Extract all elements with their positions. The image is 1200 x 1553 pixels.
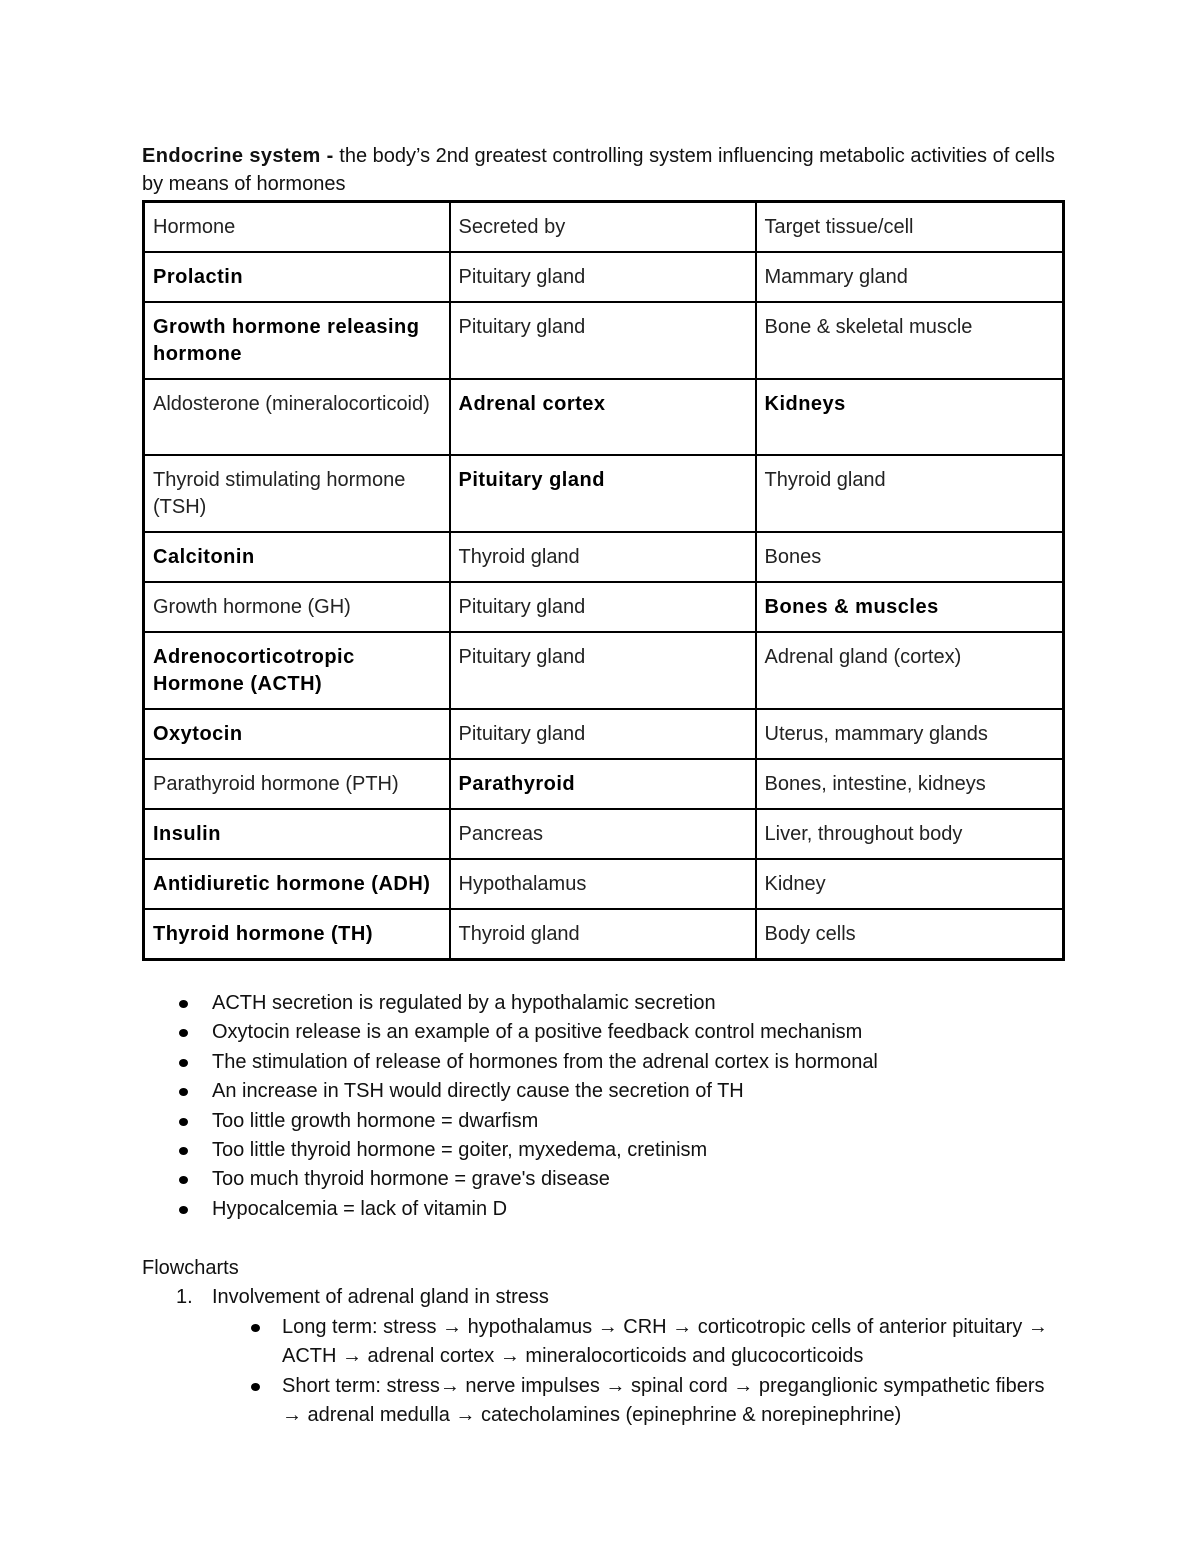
hormone-table: [142, 200, 1065, 961]
cell-target: Bone & skeletal muscle: [756, 302, 1064, 379]
cell-secreted-by: Pituitary gland: [450, 709, 756, 759]
table-header-row: [144, 202, 1064, 253]
cell-target: Bones: [756, 532, 1064, 582]
cell-hormone: Thyroid hormone (TH): [144, 909, 450, 960]
cell-hormone: Aldosterone (mineralocorticoid): [144, 379, 450, 455]
table-row: [144, 379, 1064, 455]
list-item: Too little thyroid hormone = goiter, myxedema, cretinism: [142, 1136, 1062, 1165]
header-secreted-by: Secreted by: [450, 202, 756, 253]
cell-secreted-by: Thyroid gland: [450, 909, 756, 960]
table-row: [144, 252, 1064, 302]
cell-hormone: Adrenocorticotropic Hormone (ACTH): [144, 632, 450, 709]
list-item: ACTH secretion is regulated by a hypothalamic secretion: [142, 989, 1062, 1018]
list-item: Too much thyroid hormone = grave's disease: [142, 1165, 1062, 1194]
cell-secreted-by: Parathyroid: [450, 759, 756, 809]
cell-target: Uterus, mammary glands: [756, 709, 1064, 759]
list-item: An increase in TSH would directly cause the secretion of TH: [142, 1077, 1062, 1106]
cell-secreted-by: Adrenal cortex: [450, 379, 756, 455]
table-row: [144, 809, 1064, 859]
cell-target: Mammary gland: [756, 252, 1064, 302]
list-item: Oxytocin release is an example of a positive feedback control mechanism: [142, 1018, 1062, 1047]
cell-target: Body cells: [756, 909, 1064, 960]
cell-secreted-by: Pancreas: [450, 809, 756, 859]
cell-hormone: Insulin: [144, 809, 450, 859]
flowcharts-heading: Flowcharts: [142, 1257, 239, 1280]
list-item: Hypocalcemia = lack of vitamin D: [142, 1195, 1062, 1224]
table-row: [144, 709, 1064, 759]
cell-target: Adrenal gland (cortex): [756, 632, 1064, 709]
cell-target: Thyroid gland: [756, 455, 1064, 532]
list-item: Short term: stress→ nerve impulses → spinal cord → preganglionic sympathetic fibers → adrenal medulla → catecholamines (epinephrine & norepinephrine): [212, 1372, 1062, 1431]
flowchart-steps: [212, 1313, 1062, 1431]
cell-target: Liver, throughout body: [756, 809, 1064, 859]
cell-target: Kidney: [756, 859, 1064, 909]
table-row: [144, 582, 1064, 632]
list-item: Too little growth hormone = dwarfism: [142, 1107, 1062, 1136]
flowcharts-list: [142, 1283, 1062, 1431]
table-row: [144, 859, 1064, 909]
document-page: [142, 142, 1062, 1431]
table-row: [144, 632, 1064, 709]
flowchart-item: [142, 1283, 1062, 1431]
cell-hormone: Thyroid stimulating hormone (TSH): [144, 455, 450, 532]
intro-term: Endocrine system -: [142, 145, 334, 167]
intro-paragraph: [142, 142, 1062, 198]
cell-secreted-by: Pituitary gland: [450, 632, 756, 709]
header-target: Target tissue/cell: [756, 202, 1064, 253]
cell-hormone: Oxytocin: [144, 709, 450, 759]
header-hormone: Hormone: [144, 202, 450, 253]
cell-secreted-by: Pituitary gland: [450, 455, 756, 532]
cell-hormone: Calcitonin: [144, 532, 450, 582]
list-item: The stimulation of release of hormones from the adrenal cortex is hormonal: [142, 1048, 1062, 1077]
cell-secreted-by: Pituitary gland: [450, 252, 756, 302]
flowchart-number: 1.: [176, 1286, 193, 1309]
table-row: [144, 302, 1064, 379]
cell-hormone: Antidiuretic hormone (ADH): [144, 859, 450, 909]
facts-list: [142, 989, 1062, 1224]
table-row: [144, 455, 1064, 532]
cell-target: Bones, intestine, kidneys: [756, 759, 1064, 809]
cell-hormone: Growth hormone (GH): [144, 582, 450, 632]
cell-target: Kidneys: [756, 379, 1064, 455]
cell-secreted-by: Thyroid gland: [450, 532, 756, 582]
table-row: [144, 532, 1064, 582]
intro-definition: the body’s 2nd greatest controlling system influencing metabolic activities of cells by means of hormones: [142, 145, 1055, 195]
cell-hormone: Prolactin: [144, 252, 450, 302]
cell-secreted-by: Hypothalamus: [450, 859, 756, 909]
list-item: Long term: stress → hypothalamus → CRH → corticotropic cells of anterior pituitary → ACTH → adrenal cortex → mineralocorticoids and glucocorticoids: [212, 1313, 1062, 1372]
cell-secreted-by: Pituitary gland: [450, 302, 756, 379]
table-row: [144, 909, 1064, 960]
cell-hormone: Parathyroid hormone (PTH): [144, 759, 450, 809]
cell-hormone: Growth hormone releasing hormone: [144, 302, 450, 379]
table-row: [144, 759, 1064, 809]
flowchart-label: Involvement of adrenal gland in stress: [212, 1286, 549, 1309]
cell-target: Bones & muscles: [756, 582, 1064, 632]
cell-secreted-by: Pituitary gland: [450, 582, 756, 632]
